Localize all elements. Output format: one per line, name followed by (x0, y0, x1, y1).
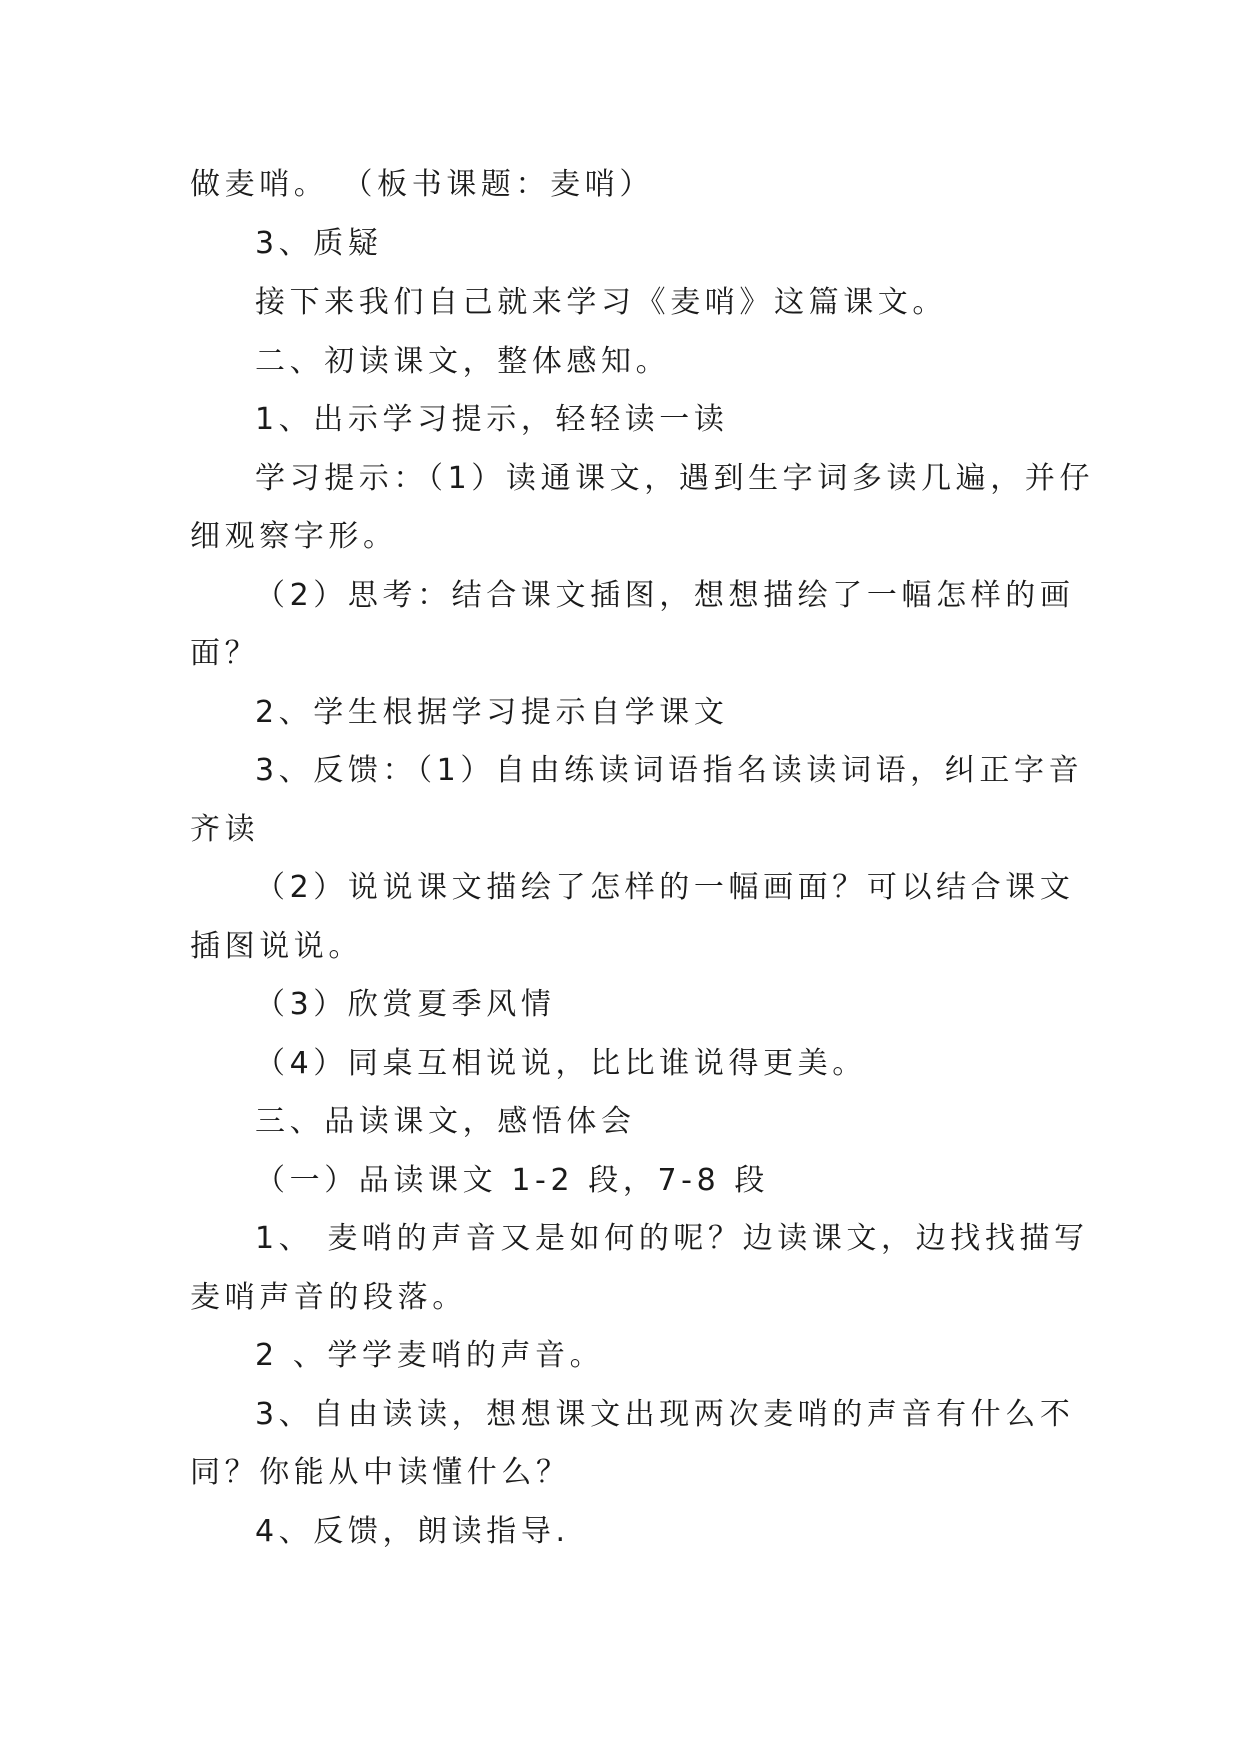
paragraph-line: （4）同桌互相说说，比比谁说得更美。 (255, 1046, 867, 1081)
paragraph-line: 麦哨声音的段落。 (190, 1280, 467, 1315)
paragraph-line: 同？你能从中读懂什么？ (190, 1455, 571, 1490)
paragraph-line: 1、 麦哨的声音又是如何的呢？边读课文，边找找描写 (255, 1221, 1089, 1256)
paragraph-line: （2）思考：结合课文插图，想想描绘了一幅怎样的画 (255, 578, 1075, 613)
paragraph-line: 细观察字形。 (190, 519, 398, 554)
paragraph-line: 2 、学学麦哨的声音。 (255, 1338, 605, 1373)
paragraph-line: （3）欣赏夏季风情 (255, 987, 556, 1022)
paragraph-line: 4、反馈，朗读指导. (255, 1514, 570, 1549)
paragraph-line: 2、学生根据学习提示自学课文 (255, 695, 729, 730)
paragraph-line: 齐读 (190, 812, 260, 847)
subsection-heading: （一）品读课文 1-2 段，7-8 段 (255, 1163, 770, 1198)
paragraph-line: （2）说说课文描绘了怎样的一幅画面？可以结合课文 (255, 870, 1075, 905)
section-heading: 二、初读课文，整体感知。 (255, 344, 671, 379)
paragraph-line: 3、质疑 (255, 226, 383, 261)
paragraph-line: 插图说说。 (190, 929, 363, 964)
paragraph-line: 3、反馈：（1）自由练读词语指名读读词语，纠正字音 (255, 753, 1084, 788)
paragraph-line: 面？ (190, 636, 260, 671)
paragraph-line: 1、出示学习提示，轻轻读一读 (255, 402, 729, 437)
section-heading: 三、品读课文，感悟体会 (255, 1104, 636, 1139)
paragraph-line: 接下来我们自己就来学习《麦哨》这篇课文。 (255, 285, 947, 320)
paragraph-line: 3、自由读读，想想课文出现两次麦哨的声音有什么不 (255, 1397, 1075, 1432)
paragraph-line: 学习提示：（1）读通课文，遇到生字词多读几遍，并仔 (255, 461, 1095, 496)
paragraph-line: 做麦哨。 （板书课题：麦哨） (190, 167, 654, 202)
